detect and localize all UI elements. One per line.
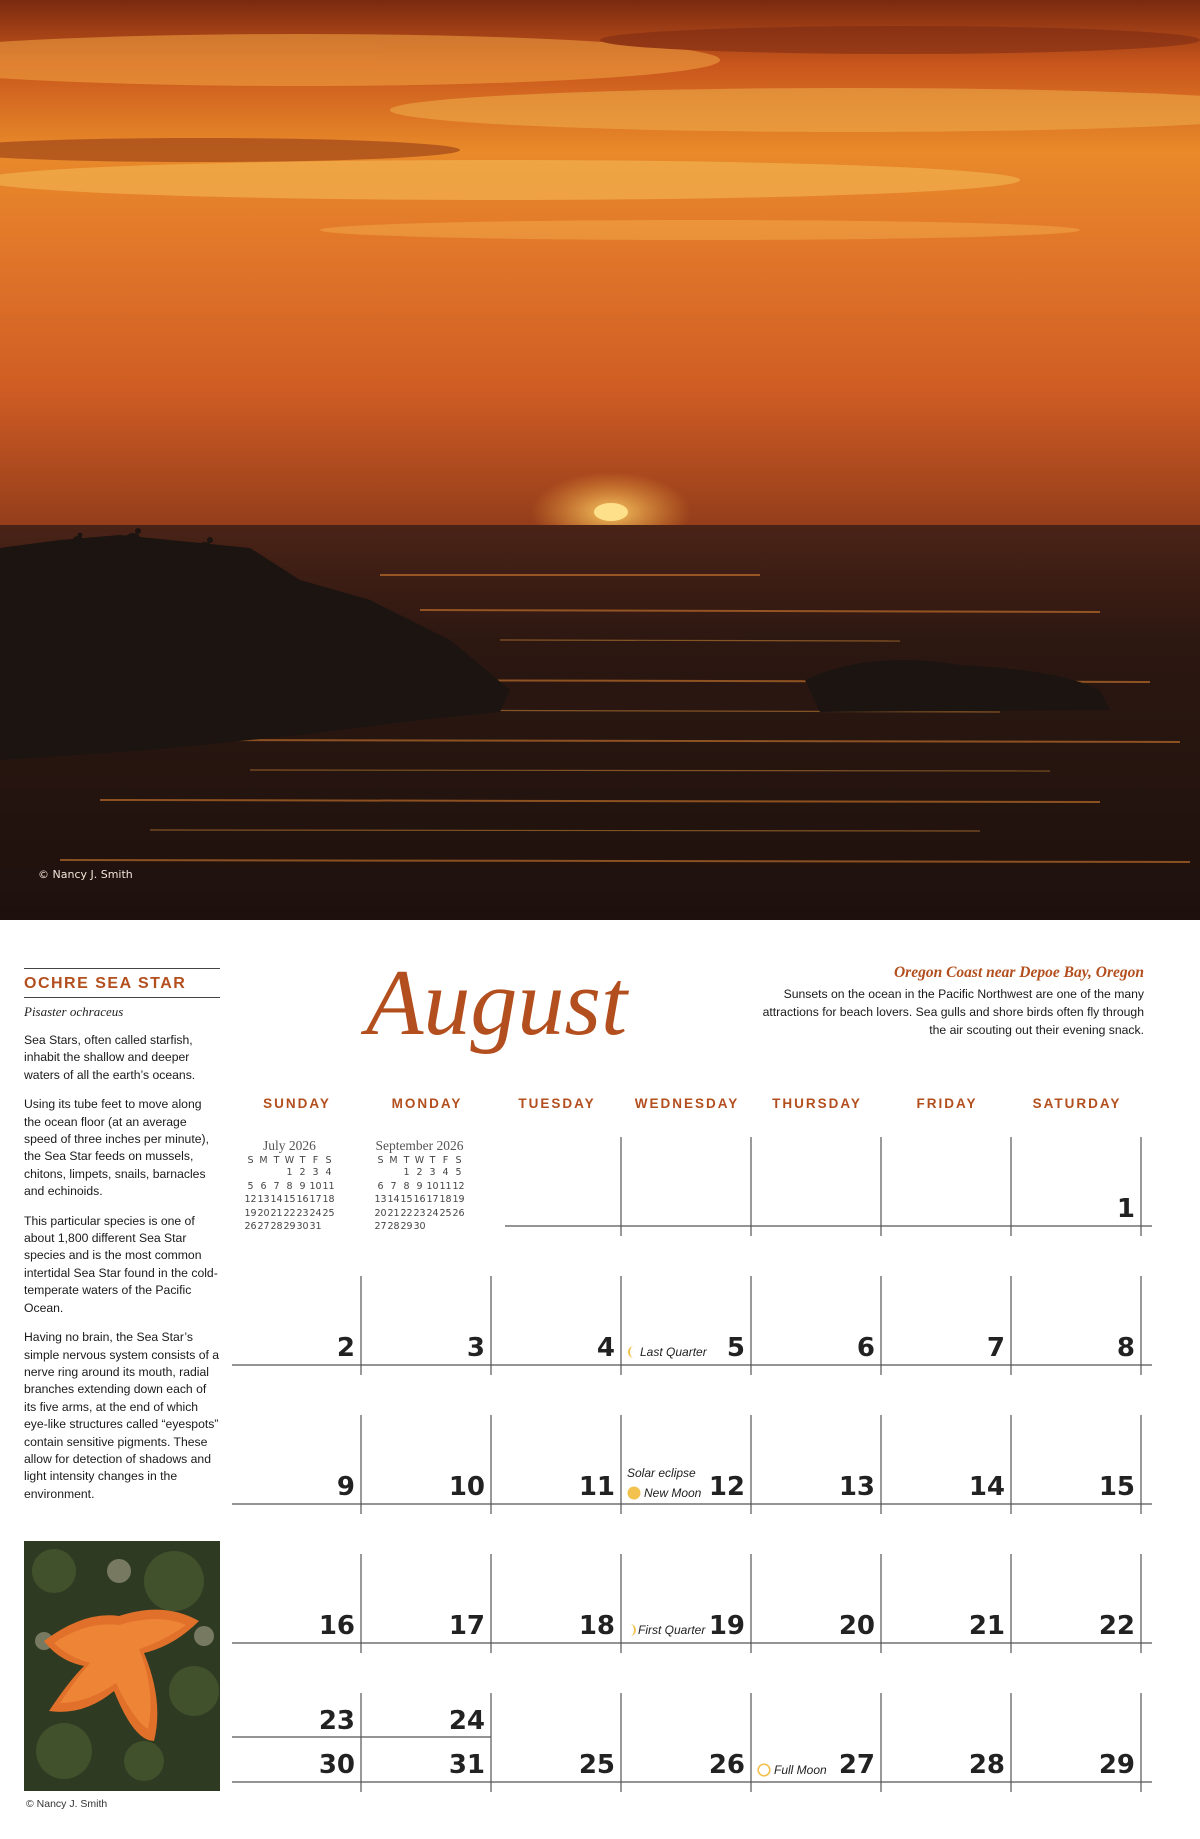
mini-calendar-week [374, 1220, 465, 1234]
day-cell[interactable]: 19 [708, 1611, 745, 1641]
day-cell[interactable]: 28 [968, 1750, 1005, 1780]
mini-calendar-day: 20 [374, 1207, 387, 1219]
mini-calendar-prev-month [244, 1138, 335, 1234]
weekday-wednesday: WEDNESDAY [634, 1096, 740, 1111]
day-cell[interactable]: 12 [708, 1472, 745, 1502]
mini-calendar-day: 8 [403, 1180, 410, 1192]
mini-calendar-day: 1 [286, 1167, 293, 1179]
mini-calendar-day: 21 [270, 1207, 283, 1219]
day-cell[interactable]: 13 [838, 1472, 875, 1502]
mini-calendar-weekday: T [273, 1155, 280, 1166]
mini-calendar-day: 21 [387, 1207, 400, 1219]
mini-calendar-day: 18 [439, 1194, 452, 1206]
mini-calendar-day [257, 1166, 270, 1180]
mini-calendar-weekday: T [429, 1155, 436, 1166]
mini-calendar-day: 24 [309, 1207, 322, 1219]
mini-calendar-title: July 2026 [263, 1138, 316, 1153]
mini-calendar-week [374, 1180, 465, 1194]
mini-calendar-day: 1 [403, 1167, 410, 1179]
mini-calendar-day: 2 [416, 1167, 423, 1179]
day-cell[interactable]: 10 [448, 1472, 485, 1502]
mini-calendar-week [244, 1180, 335, 1194]
mini-calendar-weekday: T [403, 1155, 410, 1166]
species-paragraph: Having no brain, the Sea Star’s simple nervous system consists of a nerve ring around its mouth, radial branches extending down each of its five arms, at the end of which eye-like structures called “eyespots” contain sensitive pigments. These allow for detection of shadows and light intensity changes in the environment. [24, 1330, 220, 1501]
species-paragraph: This particular species is one of about 1,800 different Sea Star species and is the most common intertidal Sea Star found in the cold-temperate waters of the Pacific Ocean. [24, 1213, 218, 1315]
mini-calendar-weekday: S [325, 1155, 332, 1166]
mini-calendar-day: 23 [413, 1207, 426, 1219]
mini-calendar-day [439, 1220, 452, 1234]
day-cell[interactable]: 20 [838, 1611, 875, 1641]
mini-calendar-day: 30 [413, 1221, 426, 1233]
mini-calendar-weekday: W [284, 1155, 295, 1166]
mini-calendar-day: 16 [296, 1194, 309, 1206]
mini-calendar-day: 5 [455, 1167, 462, 1179]
day-cell[interactable]: 1 [1116, 1194, 1135, 1224]
mini-calendar-day: 6 [260, 1180, 267, 1192]
day-cell-upper[interactable]: 24 [448, 1706, 485, 1736]
new-moon-label: New Moon [644, 1486, 702, 1500]
weekday-tuesday: TUESDAY [518, 1096, 596, 1111]
mini-calendar-weekday: F [442, 1155, 449, 1166]
first-quarter-label: First Quarter [638, 1623, 706, 1637]
mini-calendar-week [244, 1166, 335, 1180]
mini-calendar-week [244, 1193, 335, 1207]
day-cell[interactable]: 3 [466, 1333, 485, 1363]
day-cell[interactable]: 29 [1098, 1750, 1135, 1780]
day-cell[interactable]: 16 [318, 1611, 355, 1641]
sea-star-photo [24, 1541, 220, 1791]
mini-calendar-day: 8 [286, 1180, 293, 1192]
mini-calendar-day: 26 [244, 1221, 257, 1233]
day-cell[interactable]: 18 [578, 1611, 615, 1641]
photo-caption-title: Oregon Coast near Depoe Bay, Oregon [893, 964, 1144, 981]
mini-calendar-week [374, 1193, 465, 1207]
mini-calendar-day: 3 [312, 1167, 319, 1179]
mini-calendar-day: 15 [283, 1194, 296, 1206]
day-cell[interactable]: 26 [708, 1750, 745, 1780]
day-cell[interactable]: 9 [336, 1472, 355, 1502]
mini-calendar-day: 30 [296, 1221, 309, 1233]
mini-calendar-day: 13 [374, 1194, 387, 1206]
mini-calendar-week [374, 1207, 465, 1221]
mini-calendar-day: 9 [299, 1180, 306, 1192]
mini-calendar-day [322, 1220, 335, 1234]
day-cell[interactable]: 6 [856, 1333, 875, 1363]
mini-calendar-day [387, 1166, 400, 1180]
mini-calendar-day: 22 [400, 1207, 413, 1219]
mini-calendar-day [270, 1166, 283, 1180]
mini-calendar-weekday: T [299, 1155, 306, 1166]
new-moon-icon [627, 1486, 641, 1500]
mini-calendar-day: 16 [413, 1194, 426, 1206]
mini-calendar-day: 3 [429, 1167, 436, 1179]
day-cell[interactable]: 2 [336, 1333, 355, 1363]
mini-calendar-day: 4 [325, 1167, 332, 1179]
mini-calendar-day [426, 1220, 439, 1234]
mini-calendar-day: 17 [426, 1194, 439, 1206]
mini-calendar-day: 24 [426, 1207, 439, 1219]
mini-calendar-day: 7 [390, 1180, 397, 1192]
day-cell-lower[interactable]: 30 [318, 1750, 355, 1780]
last-quarter-moon-icon [627, 1346, 637, 1358]
weekday-saturday: SATURDAY [1032, 1096, 1122, 1111]
mini-calendar-day: 10 [309, 1180, 322, 1192]
sea-star-photo-credit: © Nancy J. Smith [26, 1798, 108, 1810]
species-paragraph: Using its tube feet to move along the ocean floor (at an average speed of three inches per minute), the Sea Star feeds on mussels, chitons, limpets, snails, barnacles and echinoids. [24, 1097, 209, 1199]
day-cell[interactable]: 8 [1116, 1333, 1135, 1363]
mini-calendar-day: 23 [296, 1207, 309, 1219]
mini-calendar-day: 12 [452, 1180, 465, 1192]
mini-calendar-weekday: S [247, 1155, 254, 1166]
mini-calendar-day: 31 [309, 1221, 322, 1233]
mini-calendar-next-month [374, 1138, 465, 1234]
mini-calendar-weekday: M [259, 1155, 268, 1166]
mini-calendar-table [244, 1155, 335, 1234]
mini-calendar-day [374, 1166, 387, 1180]
mini-calendar-day: 22 [283, 1207, 296, 1219]
mini-calendar-day: 25 [439, 1207, 452, 1219]
mini-calendar-day: 26 [452, 1207, 465, 1219]
mini-calendar-day: 25 [322, 1207, 335, 1219]
mini-calendar-day [244, 1166, 257, 1180]
day-cell[interactable]: 17 [448, 1611, 485, 1641]
mini-calendar-day: 20 [257, 1207, 270, 1219]
mini-calendar-day: 6 [377, 1180, 384, 1192]
first-quarter-moon-icon [627, 1624, 637, 1636]
weekday-thursday: THURSDAY [772, 1096, 862, 1111]
day-cell[interactable]: 4 [596, 1333, 615, 1363]
mini-calendar-weekday: M [389, 1155, 398, 1166]
day-cell[interactable]: 11 [578, 1472, 615, 1502]
day-cell[interactable]: 22 [1098, 1611, 1135, 1641]
day-cell-lower[interactable]: 31 [448, 1750, 485, 1780]
mini-calendar-table [374, 1155, 465, 1234]
day-cell[interactable]: 25 [578, 1750, 615, 1780]
day-cell[interactable]: 5 [726, 1333, 745, 1363]
mini-calendar-day: 2 [299, 1167, 306, 1179]
mini-calendar-weekday: S [455, 1155, 462, 1166]
mini-calendar-day: 19 [452, 1194, 465, 1206]
day-cell[interactable]: 21 [968, 1611, 1005, 1641]
mini-calendar-day: 5 [247, 1180, 254, 1192]
mini-calendar-day: 27 [374, 1221, 387, 1233]
mini-calendar-weekday: F [312, 1155, 319, 1166]
mini-calendar-day: 13 [257, 1194, 270, 1206]
species-title: OCHRE SEA STAR [24, 968, 220, 998]
weekday-sunday: SUNDAY [263, 1096, 331, 1111]
mini-calendar-day: 19 [244, 1207, 257, 1219]
mini-calendar-day: 11 [322, 1180, 335, 1192]
species-latin-name: Pisaster ochraceus [24, 1004, 124, 1019]
day-cell[interactable]: 7 [986, 1333, 1005, 1363]
mini-calendar-week [374, 1166, 465, 1180]
photo-credit: © Nancy J. Smith [38, 868, 133, 881]
species-paragraph: Sea Stars, often called starfish, inhabit the shallow and deeper waters of all the earth’s oceans. [24, 1033, 196, 1082]
mini-calendar-day: 14 [270, 1194, 283, 1206]
full-moon-icon [757, 1763, 771, 1777]
mini-calendar-day: 18 [322, 1194, 335, 1206]
mini-calendar-day: 11 [439, 1180, 452, 1192]
full-moon-label: Full Moon [774, 1763, 827, 1777]
mini-calendar-day: 4 [442, 1167, 449, 1179]
month-title: August [366, 951, 628, 1055]
mini-calendar-week [244, 1207, 335, 1221]
mini-calendar-title: September 2026 [375, 1138, 464, 1153]
mini-calendar-day: 14 [387, 1194, 400, 1206]
weekday-monday: MONDAY [391, 1096, 463, 1111]
day-cell[interactable]: 15 [1098, 1472, 1135, 1502]
solar-eclipse-label: Solar eclipse [627, 1466, 696, 1480]
mini-calendar-day: 27 [257, 1221, 270, 1233]
mini-calendar-day: 12 [244, 1194, 257, 1206]
mini-calendar-day: 28 [387, 1221, 400, 1233]
mini-calendar-day: 9 [416, 1180, 423, 1192]
weekday-friday: FRIDAY [916, 1096, 978, 1111]
species-sidebar [24, 968, 220, 1503]
mini-calendar-day: 29 [400, 1221, 413, 1233]
mini-calendar-week [244, 1220, 335, 1234]
mini-calendar-day: 28 [270, 1221, 283, 1233]
day-cell-upper[interactable]: 23 [318, 1706, 355, 1736]
mini-calendar-day: 7 [273, 1180, 280, 1192]
mini-calendar-day: 29 [283, 1221, 296, 1233]
day-cell[interactable]: 14 [968, 1472, 1005, 1502]
mini-calendar-day: 17 [309, 1194, 322, 1206]
mini-calendar-day [452, 1220, 465, 1234]
mini-calendar-weekday: W [414, 1155, 425, 1166]
mini-calendar-day: 15 [400, 1194, 413, 1206]
photo-caption-text: Sunsets on the ocean in the Pacific Northwest are one of the many attractions for beach lovers. Sea gulls and shore birds often fly through the air scouting out their evening snack. [762, 987, 1144, 1037]
day-cell[interactable]: 27 [838, 1750, 875, 1780]
mini-calendar-weekday: S [377, 1155, 384, 1166]
last-quarter-label: Last Quarter [640, 1345, 707, 1359]
mini-calendar-day: 10 [426, 1180, 439, 1192]
